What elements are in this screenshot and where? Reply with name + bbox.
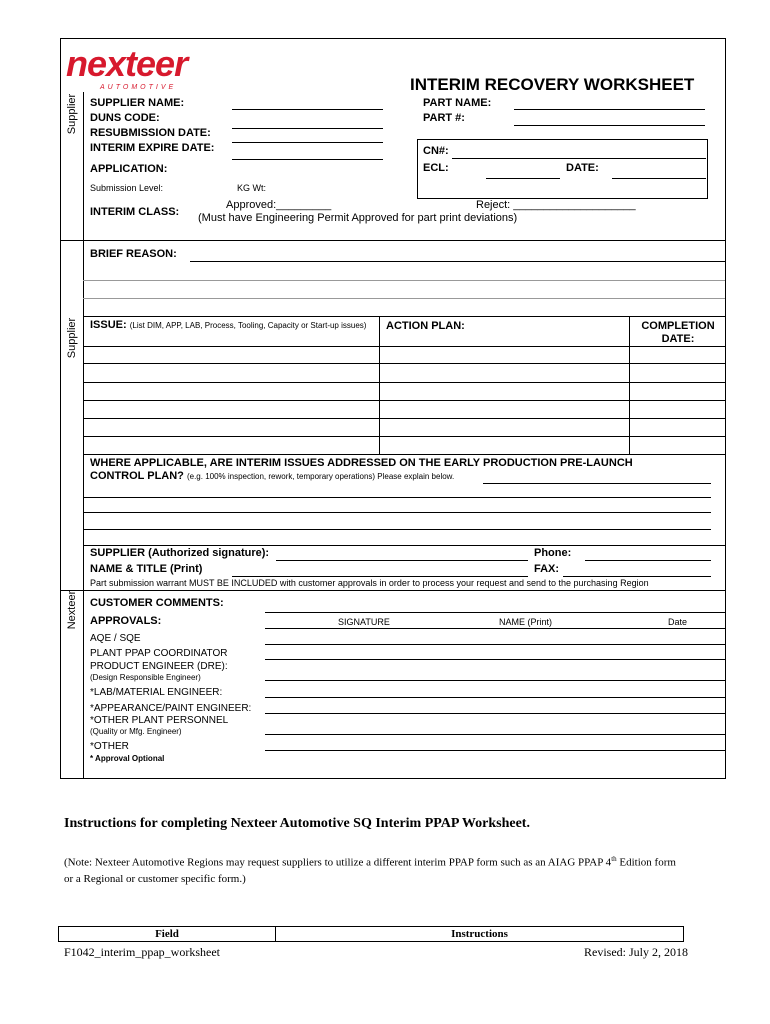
- instructions-table-header: [58, 926, 684, 942]
- nexteer-logo: [66, 43, 202, 91]
- instructions-heading: Instructions for completing Nexteer Automotive SQ Interim PPAP Worksheet.: [64, 816, 530, 831]
- control-plan-line1: WHERE APPLICABLE, ARE INTERIM ISSUES ADDRESSED ON THE EARLY PRODUCTION PRE-LAUNCH: [90, 457, 633, 469]
- application-label: APPLICATION:: [90, 163, 168, 175]
- approver-quality-note: (Quality or Mfg. Engineer): [90, 727, 182, 736]
- approvals-label: APPROVALS:: [90, 615, 162, 627]
- revised-date: Revised: July 2, 2018: [584, 945, 688, 959]
- supplier-name-label: SUPPLIER NAME:: [90, 97, 185, 109]
- completion-line1: COMPLETION: [641, 320, 715, 332]
- logo-wordmark: nexteer: [66, 43, 188, 84]
- fax-label: FAX:: [534, 563, 560, 575]
- approver-other-plant: *OTHER PLANT PERSONNEL: [90, 715, 229, 726]
- completion-date-label: [632, 320, 724, 346]
- approver-other: *OTHER: [90, 741, 129, 752]
- issue-label-text: ISSUE:: [90, 319, 127, 331]
- instructions-note: [64, 851, 724, 887]
- date-label: DATE:: [566, 162, 599, 174]
- part-name-label: PART NAME:: [423, 97, 492, 109]
- control-plan-note: (e.g. 100% inspection, rework, temporary operations) Please explain below.: [186, 472, 455, 481]
- part-number-label: PART #:: [423, 112, 465, 124]
- signature-column-header: SIGNATURE: [338, 617, 390, 627]
- approver-appearance-engineer: *APPEARANCE/PAINT ENGINEER:: [90, 703, 252, 714]
- ecl-label: ECL:: [423, 162, 449, 174]
- approver-ppap-coordinator: PLANT PPAP COORDINATOR: [90, 648, 228, 659]
- side-label-supplier-mid: Supplier: [66, 317, 78, 359]
- instructions-column-header: Instructions: [451, 928, 508, 940]
- instructions-note-sup: th: [611, 855, 617, 863]
- instructions-note-part1: (Note: Nexteer Automotive Regions may request suppliers to utilize a different interim PPAP form such as an AIAG PPAP 4: [64, 856, 612, 869]
- reject-option[interactable]: Reject: ____________________: [476, 199, 636, 211]
- logo-tagline: AUTOMOTIVE: [100, 84, 177, 91]
- approver-aqe: AQE / SQE: [90, 633, 141, 644]
- control-plan-line2: [90, 470, 454, 482]
- interim-expire-date-label: INTERIM EXPIRE DATE:: [90, 142, 215, 154]
- action-plan-label: ACTION PLAN:: [386, 320, 465, 332]
- form-id: F1042_interim_ppap_worksheet: [64, 945, 220, 959]
- side-label-supplier-top: Supplier: [66, 93, 78, 135]
- name-title-label: NAME & TITLE (Print): [90, 563, 203, 575]
- issue-label: [90, 320, 376, 331]
- approved-option[interactable]: Approved:_________: [226, 199, 332, 211]
- approver-lab-engineer: *LAB/MATERIAL ENGINEER:: [90, 687, 223, 698]
- side-label-nexteer: Nexteer: [66, 590, 78, 630]
- brief-reason-label: BRIEF REASON:: [90, 248, 177, 260]
- approval-optional-note: * Approval Optional: [90, 754, 165, 763]
- duns-code-label: DUNS CODE:: [90, 112, 160, 124]
- customer-comments-label: CUSTOMER COMMENTS:: [90, 597, 224, 609]
- approver-dre-note: (Design Responsible Engineer): [90, 673, 201, 682]
- page-title: INTERIM RECOVERY WORKSHEET: [410, 75, 695, 94]
- permit-note: (Must have Engineering Permit Approved for part print deviations): [198, 212, 518, 224]
- psw-note: Part submission warrant MUST BE INCLUDED with customer approvals in order to process your request and send to the purchasing Region: [90, 578, 649, 588]
- cn-label: CN#:: [423, 145, 449, 157]
- resubmission-date-label: RESUBMISSION DATE:: [90, 127, 211, 139]
- approver-product-engineer: PRODUCT ENGINEER (DRE):: [90, 661, 228, 672]
- name-print-column-header: NAME (Print): [499, 617, 553, 627]
- instructions-note-line2: or a Regional or customer specific form.): [64, 872, 246, 885]
- supplier-signature-label: SUPPLIER (Authorized signature):: [90, 547, 270, 559]
- field-column-header: Field: [155, 928, 179, 940]
- phone-label: Phone:: [534, 547, 572, 559]
- control-plan-question: CONTROL PLAN?: [90, 470, 184, 482]
- date-column-header: Date: [668, 617, 688, 627]
- kg-wt-label: KG Wt:: [237, 183, 266, 193]
- completion-line2: DATE:: [661, 333, 695, 345]
- instructions-note-part2: Edition form: [616, 856, 676, 869]
- submission-level-label: Submission Level:: [90, 183, 164, 193]
- interim-class-label: INTERIM CLASS:: [90, 206, 180, 218]
- cn-ecl-box: [417, 139, 708, 199]
- issue-note: (List DIM, APP, LAB, Process, Tooling, Capacity or Start-up issues): [129, 321, 367, 330]
